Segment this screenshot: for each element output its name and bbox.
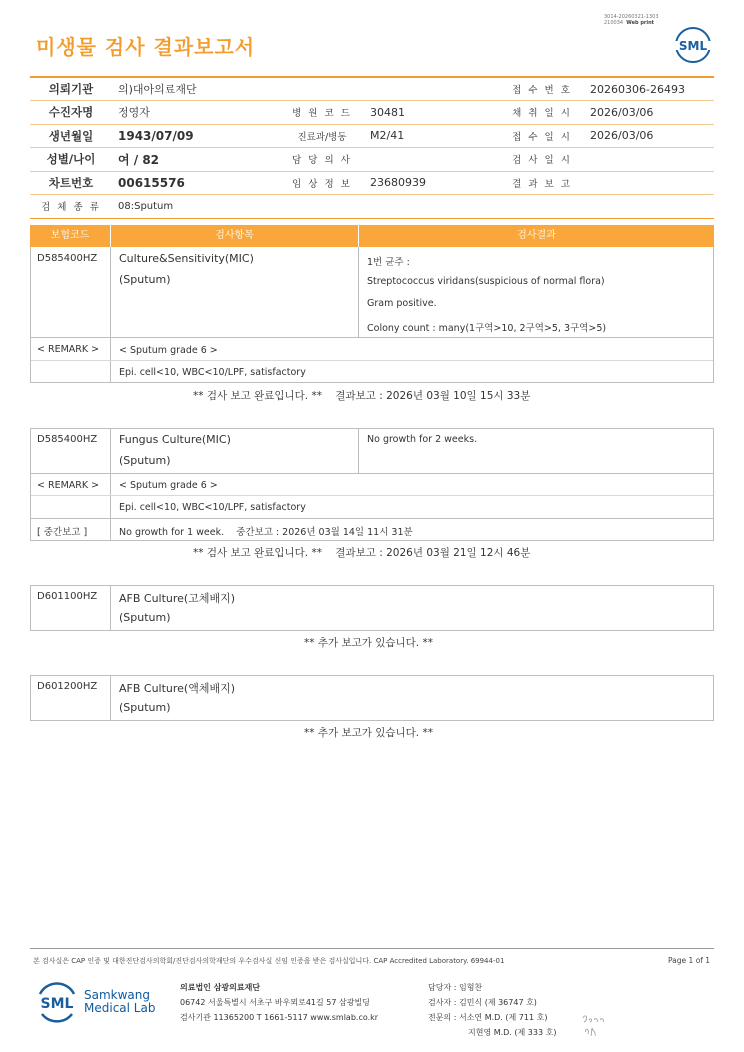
staff-expert: 지현영 M.D. (제 333 호) — [468, 1028, 557, 1037]
accreditation-note: 본 검사실은 CAP 인증 및 대한진단검사의학회/진단검사의학재단의 우수검사실 신임 인증을 받은 검사실입니다. CAP Accredited Laboratory. 69944-01 — [33, 957, 505, 965]
sml-logo — [674, 26, 712, 64]
dob-label: 생년월일 — [30, 124, 112, 148]
result-block-3 — [30, 585, 714, 631]
chart-no-label: 차트번호 — [30, 171, 112, 195]
test-date-label: 검 사 일 시 — [500, 148, 584, 172]
doctor-label: 담 당 의 사 — [280, 148, 364, 172]
doctor-value — [364, 148, 500, 172]
test-code: D585400HZ — [37, 434, 98, 445]
interim-label: [ 중간보고 ] — [37, 527, 88, 538]
print-id: 3014-20260321-1303 210034 Web print — [604, 14, 659, 26]
final-report-time: 결과보고 : 2026년 03월 10일 15시 33분 — [335, 390, 531, 402]
info-row — [30, 171, 714, 195]
staff-manager: 담당자 : 임형찬 — [428, 983, 483, 992]
col-test-item: 검사항목 — [110, 225, 358, 247]
result-block-2 — [30, 428, 714, 541]
test-code: D585400HZ — [37, 253, 98, 264]
result-line: Colony count : many(1구역>10, 2구역>5, 3구역>5) — [367, 323, 607, 334]
info-row — [30, 124, 714, 148]
dob-value: 1943/07/09 — [112, 124, 280, 148]
result-block-1 — [30, 247, 714, 383]
patient-info-table — [30, 76, 714, 219]
report-title: 미생물 검사 결과보고서 — [36, 35, 256, 59]
additional-report-status: ** 추가 보고가 있습니다. ** — [304, 637, 433, 649]
test-item-name: Fungus Culture(MIC) — [119, 433, 231, 446]
org-contact: 검사기관 11365200 T 1661-5117 www.smlab.co.kr — [180, 1013, 379, 1022]
staff-tester: 검사자 : 김민식 (제 36747 호) — [428, 998, 537, 1007]
hospital-code-label: 병 원 코 드 — [280, 101, 364, 125]
result-line: Streptococcus viridans(suspicious of normal flora) — [367, 276, 605, 287]
sex-age-label: 성별/나이 — [30, 148, 112, 172]
results-header — [30, 225, 714, 247]
additional-report-status: ** 추가 보고가 있습니다. ** — [304, 727, 433, 739]
test-code: D601100HZ — [37, 591, 98, 602]
test-code: D601200HZ — [37, 681, 98, 692]
result-line: Gram positive. — [367, 298, 437, 309]
result-line: 1번 균주 : — [367, 257, 410, 268]
dept-value: M2/41 — [364, 124, 500, 148]
info-row — [30, 101, 714, 125]
remark-label: < REMARK > — [37, 344, 100, 355]
org-name: 의료법인 삼광의료재단 — [180, 983, 261, 992]
receive-date-value: 2026/03/06 — [584, 124, 714, 148]
result-line: No growth for 2 weeks. — [367, 434, 478, 445]
sex-age-value: 여 / 82 — [112, 148, 280, 172]
org-address: 06742 서울특별시 서초구 바우뫼로41길 57 삼광빌딩 — [180, 998, 370, 1007]
specimen-label: 검 체 종 류 — [30, 195, 112, 219]
institution-value: 의)대아의료재단 — [112, 77, 500, 101]
test-item-name: AFB Culture(액체배지) — [119, 682, 236, 695]
remark-line: < Sputum grade 6 > — [119, 480, 218, 491]
completion-status: ** 검사 보고 완료입니다. ** 결과보고 : 2026년 03월 10일 15시 33분 — [193, 390, 531, 402]
info-row — [30, 148, 714, 172]
page-number: Page 1 of 1 — [668, 956, 711, 965]
col-test-result: 검사결과 — [358, 225, 714, 247]
test-item-specimen: (Sputum) — [119, 273, 171, 286]
staff-expert: 전문의 : 서소연 M.D. (제 711 호) — [428, 1013, 548, 1022]
report-date-label: 결 과 보 고 — [500, 171, 584, 195]
remark-line: < Sputum grade 6 > — [119, 345, 218, 356]
chart-no-value: 00615576 — [112, 171, 280, 195]
institution-label: 의뢰기관 — [30, 77, 112, 101]
completion-status: ** 검사 보고 완료입니다. ** 결과보고 : 2026년 03월 21일 12시 46분 — [193, 547, 531, 559]
test-item-name: Culture&Sensitivity(MIC) — [119, 252, 254, 265]
collect-date-label: 채 취 일 시 — [500, 101, 584, 125]
result-block-4 — [30, 675, 714, 721]
svg-text:SML: SML — [678, 39, 708, 53]
hospital-code-value: 30481 — [364, 101, 500, 125]
interim-text: No growth for 1 week. 중간보고 : 2026년 03월 14일 11시 31분 — [119, 527, 413, 538]
patient-name-label: 수진자명 — [30, 101, 112, 125]
dept-label: 진료과/병동 — [280, 124, 364, 148]
final-report-time: 결과보고 : 2026년 03월 21일 12시 46분 — [335, 547, 531, 559]
receive-date-label: 접 수 일 시 — [500, 124, 584, 148]
staff-info — [428, 980, 556, 1040]
patient-name-value: 정영자 — [112, 101, 280, 125]
accession-value: 20260306-26493 — [584, 77, 714, 101]
info-row — [30, 77, 714, 101]
test-item-specimen: (Sputum) — [119, 701, 171, 714]
remark-label: < REMARK > — [37, 480, 100, 491]
collect-date-value: 2026/03/06 — [584, 101, 714, 125]
info-row — [30, 195, 714, 219]
footer-divider — [30, 948, 714, 949]
remark-line: Epi. cell<10, WBC<10/LPF, satisfactory — [119, 502, 306, 513]
specimen-value: 08:Sputum — [112, 195, 714, 219]
svg-text:SML: SML — [40, 996, 74, 1012]
accession-label: 접 수 번 호 — [500, 77, 584, 101]
sml-logo — [36, 980, 78, 1024]
test-item-specimen: (Sputum) — [119, 454, 171, 467]
test-date-value — [584, 148, 714, 172]
report-date-value — [584, 171, 714, 195]
test-item-specimen: (Sputum) — [119, 611, 171, 624]
brand-name: Samkwang Medical Lab — [84, 988, 156, 1015]
remark-line: Epi. cell<10, WBC<10/LPF, satisfactory — [119, 367, 306, 378]
col-insurance-code: 보험코드 — [50, 230, 90, 241]
clinical-info-label: 임 상 정 보 — [280, 171, 364, 195]
signature — [580, 1010, 610, 1040]
org-info — [180, 980, 378, 1025]
clinical-info-value: 23680939 — [364, 171, 500, 195]
test-item-name: AFB Culture(고체배지) — [119, 592, 236, 605]
